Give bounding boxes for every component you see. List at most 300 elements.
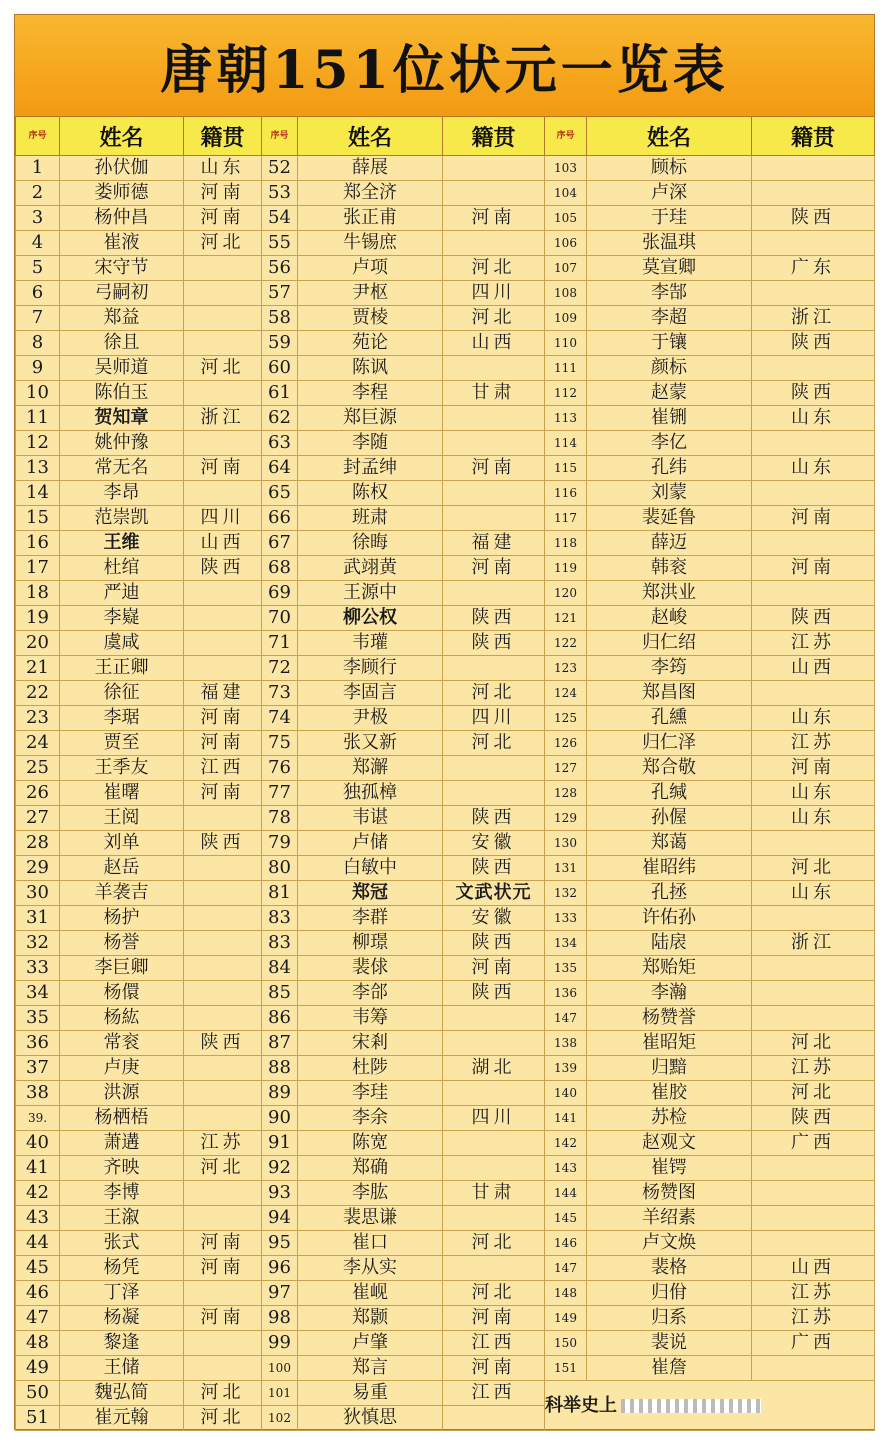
seq-cell: 103 <box>545 156 587 181</box>
table-row <box>16 181 875 206</box>
seq-cell: 119 <box>545 556 587 581</box>
table-row <box>16 1231 875 1256</box>
table-row <box>16 606 875 631</box>
origin-cell <box>443 656 545 681</box>
seq-cell: 69 <box>262 581 298 606</box>
seq-cell: 141 <box>545 1106 587 1131</box>
table-row <box>16 1356 875 1381</box>
name-cell: 杜绾 <box>60 556 184 581</box>
table-row <box>16 1331 875 1356</box>
seq-cell: 138 <box>545 1031 587 1056</box>
seq-cell: 101 <box>262 1381 298 1406</box>
seq-cell: 96 <box>262 1256 298 1281</box>
seq-cell: 98 <box>262 1306 298 1331</box>
origin-cell: 山东 <box>752 806 875 831</box>
origin-cell: 山东 <box>752 406 875 431</box>
table-row <box>16 581 875 606</box>
name-cell: 卢项 <box>298 256 443 281</box>
origin-cell: 河南 <box>184 1231 262 1256</box>
seq-cell: 124 <box>545 681 587 706</box>
seq-cell: 37 <box>16 1056 60 1081</box>
name-cell: 虞咸 <box>60 631 184 656</box>
seq-cell: 136 <box>545 981 587 1006</box>
origin-cell <box>752 1181 875 1206</box>
origin-cell: 浙江 <box>184 406 262 431</box>
name-cell: 尹极 <box>298 706 443 731</box>
name-cell: 崔铏 <box>587 406 752 431</box>
origin-cell <box>752 581 875 606</box>
seq-cell: 115 <box>545 456 587 481</box>
table-row <box>16 1206 875 1231</box>
origin-cell <box>443 756 545 781</box>
name-cell: 张式 <box>60 1231 184 1256</box>
origin-cell <box>752 231 875 256</box>
seq-cell: 130 <box>545 831 587 856</box>
header-name: 姓名 <box>587 117 752 156</box>
seq-cell: 145 <box>545 1206 587 1231</box>
name-cell: 刘单 <box>60 831 184 856</box>
origin-cell: 河南 <box>184 206 262 231</box>
name-cell: 王阅 <box>60 806 184 831</box>
name-cell: 于珪 <box>587 206 752 231</box>
origin-cell <box>443 1006 545 1031</box>
seq-cell: 149 <box>545 1306 587 1331</box>
name-cell: 薛展 <box>298 156 443 181</box>
origin-cell: 河北 <box>443 306 545 331</box>
seq-cell: 41 <box>16 1156 60 1181</box>
origin-cell <box>752 1231 875 1256</box>
table-row <box>16 331 875 356</box>
name-cell: 宋剎 <box>298 1031 443 1056</box>
seq-cell: 46 <box>16 1281 60 1306</box>
name-cell: 于镶 <box>587 331 752 356</box>
seq-cell: 13 <box>16 456 60 481</box>
roster-sheet <box>14 14 875 1430</box>
seq-cell: 45 <box>16 1256 60 1281</box>
origin-cell: 山东 <box>184 156 262 181</box>
origin-cell: 河南 <box>443 1306 545 1331</box>
seq-cell: 78 <box>262 806 298 831</box>
seq-cell: 18 <box>16 581 60 606</box>
header-origin: 籍贯 <box>443 117 545 156</box>
name-cell: 莫宣卿 <box>587 256 752 281</box>
origin-cell <box>184 606 262 631</box>
origin-cell <box>443 581 545 606</box>
seq-cell: 35 <box>16 1006 60 1031</box>
name-cell: 孔纁 <box>587 706 752 731</box>
seq-cell: 54 <box>262 206 298 231</box>
origin-cell: 陕西 <box>184 1031 262 1056</box>
origin-cell <box>184 806 262 831</box>
origin-cell <box>752 281 875 306</box>
seq-cell: 93 <box>262 1181 298 1206</box>
name-cell: 李随 <box>298 431 443 456</box>
name-cell: 郑洪业 <box>587 581 752 606</box>
name-cell: 孙伏伽 <box>60 156 184 181</box>
name-cell: 颜标 <box>587 356 752 381</box>
name-cell: 孔纬 <box>587 456 752 481</box>
seq-cell: 148 <box>545 1281 587 1306</box>
seq-cell: 19 <box>16 606 60 631</box>
seq-cell: 146 <box>545 1231 587 1256</box>
origin-cell <box>443 1131 545 1156</box>
name-cell: 赵岳 <box>60 856 184 881</box>
seq-cell: 7 <box>16 306 60 331</box>
origin-cell: 陕西 <box>443 606 545 631</box>
page-title: 唐朝151位状元一览表 <box>15 15 874 118</box>
name-cell: 弓嗣初 <box>60 281 184 306</box>
header-seq: 序号 <box>16 117 60 156</box>
origin-cell <box>443 156 545 181</box>
origin-cell: 湖北 <box>443 1056 545 1081</box>
origin-cell: 山西 <box>752 1256 875 1281</box>
table-row <box>16 731 875 756</box>
seq-cell: 51 <box>16 1406 60 1431</box>
seq-cell: 75 <box>262 731 298 756</box>
name-cell: 王维 <box>60 531 184 556</box>
origin-cell <box>443 181 545 206</box>
seq-cell: 112 <box>545 381 587 406</box>
name-cell: 郑言 <box>298 1356 443 1381</box>
seq-cell: 53 <box>262 181 298 206</box>
table-row <box>16 1306 875 1331</box>
origin-cell <box>184 1356 262 1381</box>
seq-cell: 66 <box>262 506 298 531</box>
name-cell: 崔昭矩 <box>587 1031 752 1056</box>
name-cell: 张又新 <box>298 731 443 756</box>
origin-cell <box>184 256 262 281</box>
name-cell: 宋守节 <box>60 256 184 281</box>
origin-cell: 山东 <box>752 456 875 481</box>
origin-cell: 河南 <box>184 706 262 731</box>
origin-cell: 江苏 <box>752 1306 875 1331</box>
seq-cell: 120 <box>545 581 587 606</box>
origin-cell <box>184 881 262 906</box>
table-row <box>16 781 875 806</box>
seq-cell: 144 <box>545 1181 587 1206</box>
origin-cell: 江苏 <box>752 731 875 756</box>
seq-cell: 79 <box>262 831 298 856</box>
origin-cell: 四川 <box>184 506 262 531</box>
name-cell: 韦筹 <box>298 1006 443 1031</box>
seq-cell: 52 <box>262 156 298 181</box>
seq-cell: 10 <box>16 381 60 406</box>
seq-cell: 56 <box>262 256 298 281</box>
table-row <box>16 956 875 981</box>
table-row <box>16 981 875 1006</box>
table-row <box>16 281 875 306</box>
seq-cell: 65 <box>262 481 298 506</box>
table-row <box>16 1031 875 1056</box>
name-cell: 王源中 <box>298 581 443 606</box>
name-cell: 赵蒙 <box>587 381 752 406</box>
origin-cell <box>184 331 262 356</box>
seq-cell: 29 <box>16 856 60 881</box>
seq-cell: 72 <box>262 656 298 681</box>
name-cell: 羊袭吉 <box>60 881 184 906</box>
origin-cell <box>752 356 875 381</box>
origin-cell <box>752 1206 875 1231</box>
table-row <box>16 831 875 856</box>
origin-cell <box>184 481 262 506</box>
origin-cell: 福建 <box>184 681 262 706</box>
header-seq: 序号 <box>545 117 587 156</box>
seq-cell: 11 <box>16 406 60 431</box>
seq-cell: 12 <box>16 431 60 456</box>
origin-cell: 河北 <box>443 256 545 281</box>
origin-cell: 河北 <box>752 1081 875 1106</box>
seq-cell: 36 <box>16 1031 60 1056</box>
name-cell: 杨凝 <box>60 1306 184 1331</box>
origin-cell: 河北 <box>184 1156 262 1181</box>
name-cell: 郑冠 <box>298 881 443 906</box>
seq-cell: 117 <box>545 506 587 531</box>
name-cell: 杨赞图 <box>587 1181 752 1206</box>
origin-cell <box>752 1156 875 1181</box>
seq-cell: 110 <box>545 331 587 356</box>
origin-cell: 陕西 <box>443 931 545 956</box>
origin-cell <box>184 306 262 331</box>
seq-cell: 127 <box>545 756 587 781</box>
name-cell: 齐映 <box>60 1156 184 1181</box>
seq-cell: 134 <box>545 931 587 956</box>
name-cell: 苏检 <box>587 1106 752 1131</box>
name-cell: 王正卿 <box>60 656 184 681</box>
seq-cell: 63 <box>262 431 298 456</box>
table-row <box>16 1056 875 1081</box>
seq-cell: 70 <box>262 606 298 631</box>
name-cell: 孔缄 <box>587 781 752 806</box>
origin-cell: 河北 <box>184 1406 262 1431</box>
origin-cell: 甘肃 <box>443 1181 545 1206</box>
origin-cell: 江西 <box>184 756 262 781</box>
name-cell: 独孤樟 <box>298 781 443 806</box>
name-cell: 柳璟 <box>298 931 443 956</box>
seq-cell: 83 <box>262 931 298 956</box>
origin-cell: 陕西 <box>752 606 875 631</box>
seq-cell: 21 <box>16 656 60 681</box>
seq-cell: 118 <box>545 531 587 556</box>
table-row <box>16 631 875 656</box>
seq-cell: 140 <box>545 1081 587 1106</box>
origin-cell: 河南 <box>184 1256 262 1281</box>
seq-cell: 126 <box>545 731 587 756</box>
name-cell: 陆扆 <box>587 931 752 956</box>
name-cell: 娄师德 <box>60 181 184 206</box>
name-cell: 李超 <box>587 306 752 331</box>
origin-cell <box>184 1106 262 1131</box>
name-cell: 李郜 <box>587 281 752 306</box>
name-cell: 崔胶 <box>587 1081 752 1106</box>
name-cell: 裴格 <box>587 1256 752 1281</box>
name-cell: 杨儇 <box>60 981 184 1006</box>
name-cell: 武翊黄 <box>298 556 443 581</box>
table-row <box>16 506 875 531</box>
name-cell: 尹枢 <box>298 281 443 306</box>
origin-cell: 河南 <box>443 456 545 481</box>
origin-cell <box>184 431 262 456</box>
origin-cell <box>752 681 875 706</box>
seq-cell: 80 <box>262 856 298 881</box>
table-row <box>16 1181 875 1206</box>
name-cell: 严迪 <box>60 581 184 606</box>
seq-cell: 121 <box>545 606 587 631</box>
seq-cell: 100 <box>262 1356 298 1381</box>
header-origin: 籍贯 <box>184 117 262 156</box>
seq-cell: 9 <box>16 356 60 381</box>
name-cell: 崔口 <box>298 1231 443 1256</box>
name-cell: 牛锡庶 <box>298 231 443 256</box>
name-cell: 裴思谦 <box>298 1206 443 1231</box>
seq-cell: 50 <box>16 1381 60 1406</box>
name-cell: 归仁绍 <box>587 631 752 656</box>
name-cell: 李从实 <box>298 1256 443 1281</box>
table-row <box>16 1006 875 1031</box>
seq-cell: 32 <box>16 931 60 956</box>
origin-cell: 陕西 <box>752 1106 875 1131</box>
table-row <box>16 1381 875 1406</box>
name-cell: 郑澥 <box>298 756 443 781</box>
origin-cell <box>184 381 262 406</box>
name-cell: 陈宽 <box>298 1131 443 1156</box>
origin-cell <box>184 281 262 306</box>
name-cell: 郑全济 <box>298 181 443 206</box>
name-cell: 崔元翰 <box>60 1406 184 1431</box>
origin-cell <box>443 506 545 531</box>
seq-cell: 33 <box>16 956 60 981</box>
name-cell: 王季友 <box>60 756 184 781</box>
seq-cell: 129 <box>545 806 587 831</box>
name-cell: 魏弘简 <box>60 1381 184 1406</box>
table-row <box>16 256 875 281</box>
origin-cell <box>752 1356 875 1381</box>
name-cell: 郑巨源 <box>298 406 443 431</box>
seq-cell: 57 <box>262 281 298 306</box>
seq-cell: 85 <box>262 981 298 1006</box>
origin-cell <box>184 931 262 956</box>
table-row <box>16 431 875 456</box>
seq-cell: 132 <box>545 881 587 906</box>
origin-cell <box>184 1206 262 1231</box>
origin-cell: 山东 <box>752 781 875 806</box>
origin-cell: 四川 <box>443 281 545 306</box>
seq-cell: 95 <box>262 1231 298 1256</box>
origin-cell <box>184 1331 262 1356</box>
origin-cell: 江苏 <box>752 631 875 656</box>
seq-cell: 58 <box>262 306 298 331</box>
name-cell: 范崇凯 <box>60 506 184 531</box>
name-cell: 郑合敬 <box>587 756 752 781</box>
origin-cell: 福建 <box>443 531 545 556</box>
name-cell: 李程 <box>298 381 443 406</box>
name-cell: 李昂 <box>60 481 184 506</box>
origin-cell: 河北 <box>184 231 262 256</box>
seq-cell: 4 <box>16 231 60 256</box>
table-row <box>16 706 875 731</box>
table-row <box>16 656 875 681</box>
table-row <box>16 231 875 256</box>
seq-cell: 14 <box>16 481 60 506</box>
name-cell: 郑贻矩 <box>587 956 752 981</box>
seq-cell: 109 <box>545 306 587 331</box>
origin-cell: 广西 <box>752 1131 875 1156</box>
seq-cell: 73 <box>262 681 298 706</box>
header-row <box>16 117 875 156</box>
origin-cell: 江苏 <box>184 1131 262 1156</box>
name-cell: 李嶷 <box>60 606 184 631</box>
origin-cell: 山西 <box>184 531 262 556</box>
seq-cell: 91 <box>262 1131 298 1156</box>
origin-cell <box>443 481 545 506</box>
origin-cell: 河南 <box>184 456 262 481</box>
seq-cell: 147 <box>545 1006 587 1031</box>
seq-cell: 74 <box>262 706 298 731</box>
name-cell: 杨凭 <box>60 1256 184 1281</box>
origin-cell: 河北 <box>443 731 545 756</box>
seq-cell: 43 <box>16 1206 60 1231</box>
seq-cell: 64 <box>262 456 298 481</box>
seq-cell: 150 <box>545 1331 587 1356</box>
name-cell: 郑昌图 <box>587 681 752 706</box>
table-row <box>16 381 875 406</box>
origin-cell: 江苏 <box>752 1056 875 1081</box>
origin-cell <box>184 1281 262 1306</box>
origin-cell <box>443 1256 545 1281</box>
table-row <box>16 881 875 906</box>
header-name: 姓名 <box>298 117 443 156</box>
origin-cell <box>184 656 262 681</box>
seq-cell: 59 <box>262 331 298 356</box>
origin-cell: 河南 <box>443 956 545 981</box>
name-cell: 崔锷 <box>587 1156 752 1181</box>
origin-cell: 河南 <box>752 506 875 531</box>
seq-cell: 42 <box>16 1181 60 1206</box>
name-cell: 杜陟 <box>298 1056 443 1081</box>
name-cell: 裴俅 <box>298 956 443 981</box>
name-cell: 常无名 <box>60 456 184 481</box>
name-cell: 李亿 <box>587 431 752 456</box>
seq-cell: 114 <box>545 431 587 456</box>
origin-cell <box>443 431 545 456</box>
origin-cell: 河北 <box>443 1231 545 1256</box>
name-cell: 归仁泽 <box>587 731 752 756</box>
name-cell: 郑蔼 <box>587 831 752 856</box>
origin-cell <box>184 1006 262 1031</box>
seq-cell: 92 <box>262 1156 298 1181</box>
seq-cell: 84 <box>262 956 298 981</box>
seq-cell: 122 <box>545 631 587 656</box>
origin-cell: 浙江 <box>752 931 875 956</box>
seq-cell: 125 <box>545 706 587 731</box>
seq-cell: 135 <box>545 956 587 981</box>
origin-cell <box>443 231 545 256</box>
name-cell: 卢文焕 <box>587 1231 752 1256</box>
seq-cell: 67 <box>262 531 298 556</box>
name-cell: 徐征 <box>60 681 184 706</box>
table-row <box>16 406 875 431</box>
origin-cell: 河南 <box>184 181 262 206</box>
seq-cell: 26 <box>16 781 60 806</box>
seq-cell: 31 <box>16 906 60 931</box>
name-cell: 杨赞誉 <box>587 1006 752 1031</box>
name-cell: 杨仲昌 <box>60 206 184 231</box>
origin-cell: 陕西 <box>443 631 545 656</box>
name-cell: 郑益 <box>60 306 184 331</box>
origin-cell <box>184 856 262 881</box>
origin-cell: 江西 <box>443 1331 545 1356</box>
origin-cell: 河北 <box>443 681 545 706</box>
name-cell: 姚仲豫 <box>60 431 184 456</box>
